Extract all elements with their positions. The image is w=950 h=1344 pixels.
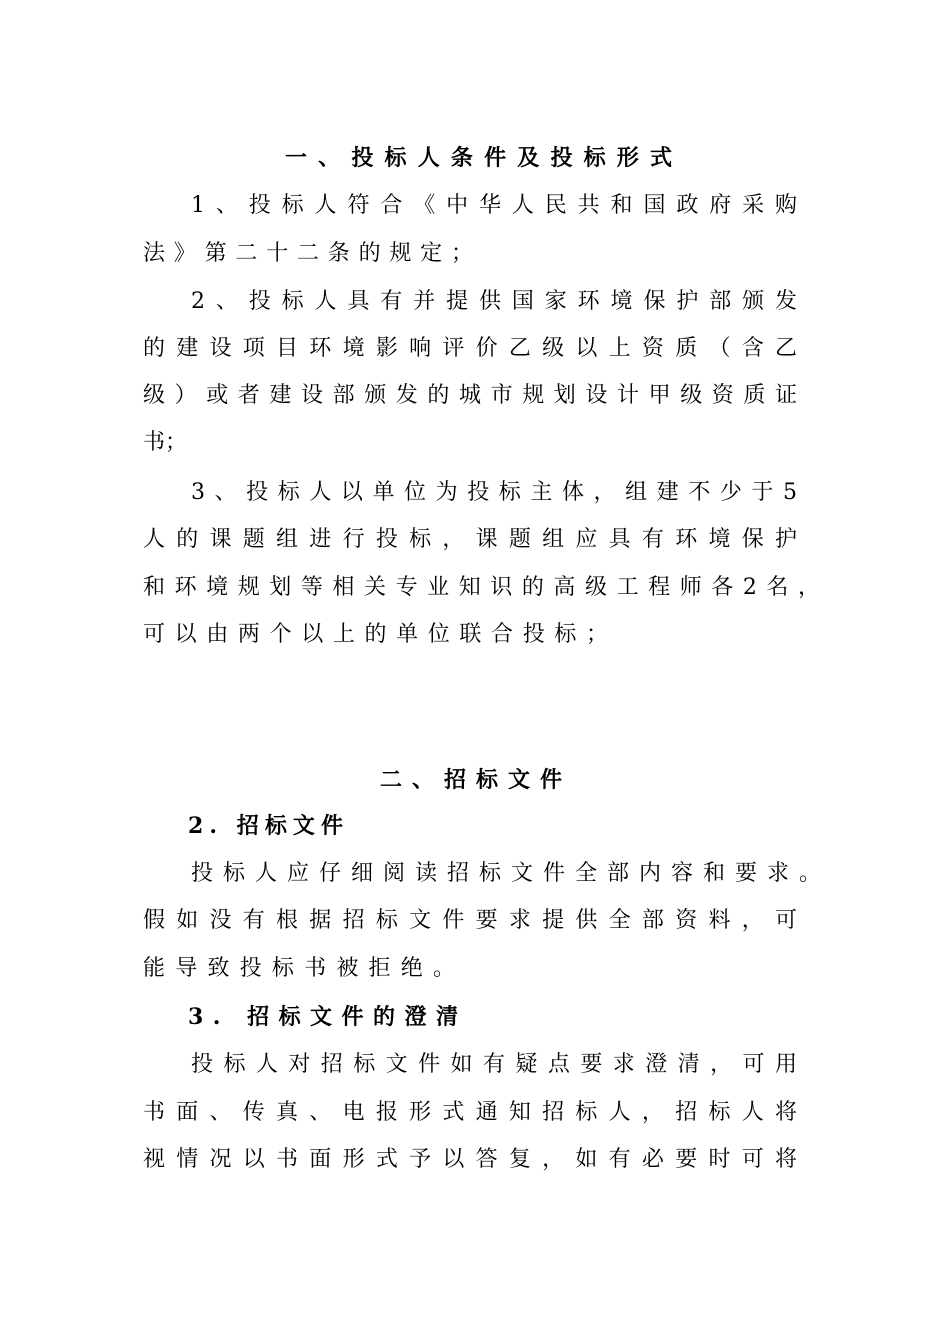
subsection-heading: 2. 招标文件 (188, 813, 350, 839)
text-line: 能导致投标书被拒绝。 (143, 956, 466, 981)
text-line: 级）或者建设部颁发的城市规划设计甲级资质证 (143, 383, 807, 408)
text-line: 投标人应仔细阅读招标文件全部内容和要求。 (191, 861, 831, 886)
subsection-heading: 3. 招标文件的澄清 (188, 1004, 468, 1030)
text-line: 书面、传真、电报形式通知招标人，招标人将 (143, 1100, 809, 1125)
section1-heading: 一、投标人条件及投标形式 (285, 145, 684, 171)
text-line: 和环境规划等相关专业知识的高级工程师各2名， (143, 575, 830, 600)
text-line: 书； (143, 430, 187, 455)
text-line: 可以由两个以上的单位联合投标； (143, 622, 618, 647)
text-line: 假如没有根据招标文件要求提供全部资料，可 (143, 908, 809, 933)
text-line: 法》第二十二条的规定； (143, 241, 482, 266)
text-line: 投标人对招标文件如有疑点要求澄清，可用 (191, 1052, 808, 1077)
text-line: 2、投标人具有并提供国家环境保护部颁发 (191, 289, 808, 314)
text-line: 的建设项目环境影响评价乙级以上资质（含乙 (143, 336, 809, 361)
section2-heading: 二、招标文件 (380, 767, 572, 793)
text-line: 3、投标人以单位为投标主体，组建不少于5 (191, 480, 807, 505)
text-line: 视情况以书面形式予以答复，如有必要时可将 (143, 1147, 809, 1172)
text-line: 1、投标人符合《中华人民共和国政府采购 (191, 193, 808, 218)
text-line: 人的课题组进行投标，课题组应具有环境保护 (143, 527, 809, 552)
